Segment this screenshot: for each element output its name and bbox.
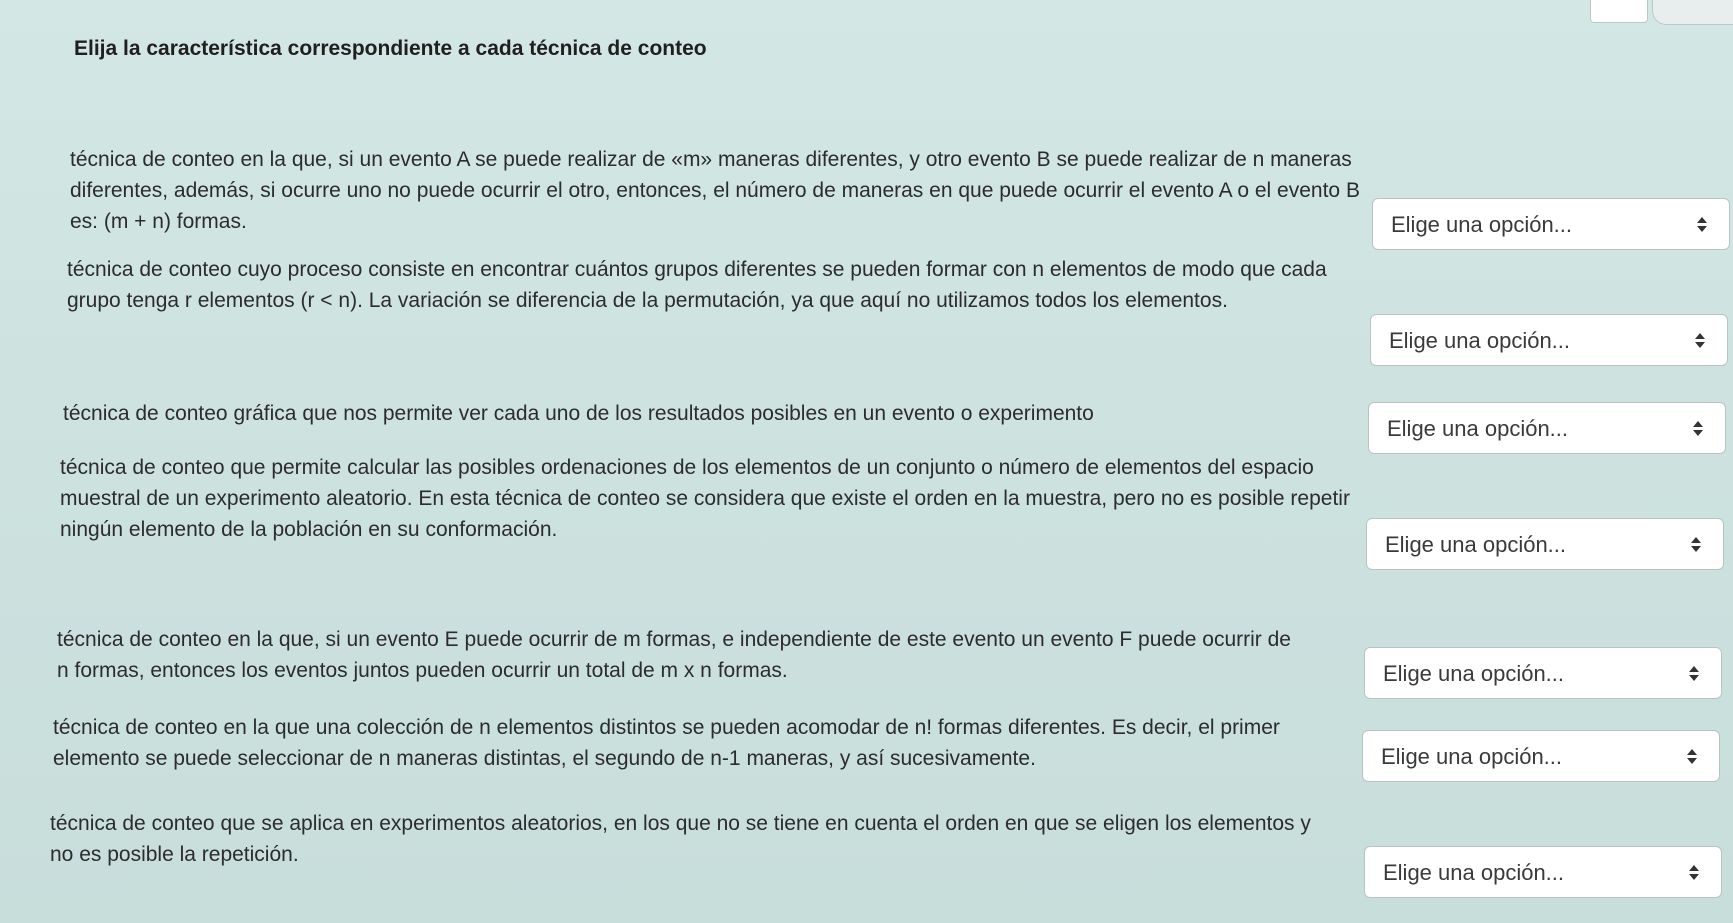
answer-select-4[interactable] (1366, 518, 1724, 570)
question-text-2: técnica de conteo cuyo proceso consiste en encontrar cuántos grupos diferentes se pueden formar con n elementos de modo que cada grupo tenga r elementos (r < n). La variación se diferencia de la permutación, ya que aquí no utilizamos todos los elementos. (67, 258, 1327, 312)
select-arrows-icon (1695, 332, 1705, 350)
select-placeholder: Elige una opción... (1391, 212, 1573, 237)
question-text-4: técnica de conteo que permite calcular las posibles ordenaciones de los elementos de un conjunto o número de elementos del espacio muestral de un experimento aleatorio. En esta técnica de conteo se considera que existe el orden en la muestra, pero no es posible repetir ningún elemento de la población en su conformación. (60, 456, 1350, 541)
select-placeholder: Elige una opción... (1381, 744, 1563, 769)
select-placeholder: Elige una opción... (1383, 860, 1565, 885)
question-text-7: técnica de conteo que se aplica en experimentos aleatorios, en los que no se tiene en cuenta el orden en que se eligen los elementos y no es posible la repetición. (50, 812, 1311, 866)
select-arrows-icon (1689, 665, 1699, 683)
question-text-1: técnica de conteo en la que, si un evento A se puede realizar de «m» maneras diferentes, y otro evento B se puede realizar de n maneras diferentes, además, si ocurre uno no puede ocurrir el otro, entonces, el número de maneras en que puede ocurrir el evento A o el evento B es: (m + n) formas. (70, 148, 1360, 233)
select-placeholder: Elige una opción... (1389, 328, 1571, 353)
select-arrows-icon (1687, 748, 1697, 766)
select-arrows-icon (1697, 216, 1707, 234)
select-placeholder: Elige una opción... (1383, 661, 1565, 686)
select-arrows-icon (1691, 536, 1701, 554)
question-text-6: técnica de conteo en la que una colección de n elementos distintos se pueden acomodar de n! formas diferentes. Es decir, el primer elemento se puede seleccionar de n maneras distintas, el segundo de n-1 maneras, y así sucesivamente. (53, 716, 1280, 770)
select-arrows-icon (1689, 864, 1699, 882)
select-arrows-icon (1693, 420, 1703, 438)
answer-select-5[interactable] (1364, 647, 1722, 699)
question-text-5: técnica de conteo en la que, si un evento E puede ocurrir de m formas, e independiente de este evento un evento F puede ocurrir de n formas, entonces los eventos juntos pueden ocurrir un total de m x n formas. (57, 628, 1291, 682)
select-placeholder: Elige una opción... (1387, 416, 1569, 441)
answer-select-6[interactable] (1362, 730, 1720, 782)
top-text-field-edge[interactable] (1590, 0, 1648, 23)
answer-select-3[interactable] (1368, 402, 1726, 454)
answer-select-2[interactable] (1370, 314, 1728, 366)
question-text-3: técnica de conteo gráfica que nos permite ver cada uno de los resultados posibles en un evento o experimento (63, 402, 1094, 425)
select-placeholder: Elige una opción... (1385, 532, 1567, 557)
top-corner-panel (1652, 0, 1733, 25)
answer-select-1[interactable] (1372, 198, 1730, 250)
question-instruction: Elija la característica correspondiente a cada técnica de conteo (74, 37, 707, 60)
answer-select-7[interactable] (1364, 846, 1722, 898)
